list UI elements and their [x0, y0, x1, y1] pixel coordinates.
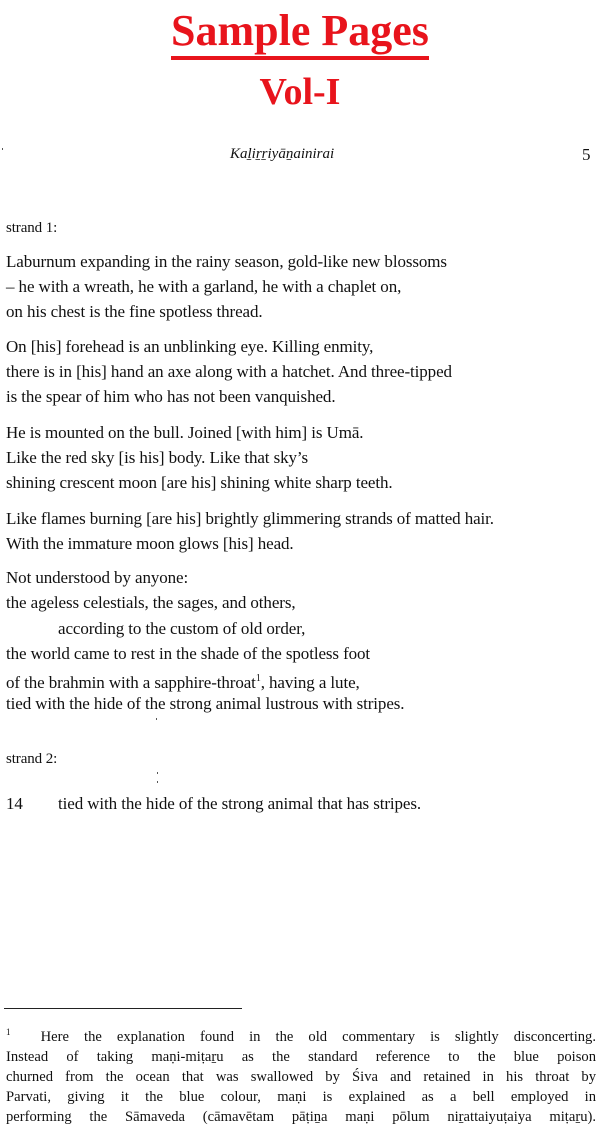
- verse-line: the ageless celestials, the sages, and others,: [6, 593, 296, 612]
- verse-line: Laburnum expanding in the rainy season, gold-like new blossoms: [6, 252, 447, 271]
- footnote-line: Instead of taking maṇi-miṭaṟu as the standard reference to the blue poison: [6, 1049, 596, 1065]
- verse-line: On [his] forehead is an unblinking eye. Killing enmity,: [6, 337, 374, 356]
- page-number: 5: [582, 145, 591, 164]
- verse-line: the world came to rest in the shade of the spotless foot: [6, 644, 371, 663]
- verse-line: on his chest is the fine spotless thread.: [6, 302, 263, 321]
- volume-label: Vol-I: [259, 71, 341, 113]
- verse-line-text: of the brahmin with a sapphire-throat: [6, 673, 256, 692]
- footnote-line: Parvati, giving it the blue colour, maṇi is explained as a bell employed in: [6, 1089, 596, 1105]
- footnote-marker: 1: [255, 673, 261, 684]
- footnote: [6, 1022, 596, 1127]
- numbered-verse-line: [6, 794, 421, 814]
- verse-line: Like flames burning [are his] brightly glimmering strands of matted hair.: [6, 509, 494, 528]
- footnote-rule: [4, 1008, 242, 1009]
- verse-line: Like the red sky [is his] body. Like that sky’s: [6, 448, 309, 467]
- scan-speck: [157, 781, 158, 783]
- scan-speck: [156, 718, 157, 720]
- strand-1-label: strand 1:: [6, 220, 58, 236]
- strand-2-label: strand 2:: [6, 751, 58, 767]
- footnote-line: performing the Sāmaveda (cāmavētam pāṭiṉa maṇi pōlum niṟattaiyuṭaiya miṭaṟu).: [6, 1109, 596, 1125]
- verse-line: He is mounted on the bull. Joined [with him] is Umā.: [6, 423, 364, 442]
- footnote-number: 1: [6, 1027, 11, 1037]
- verse-line: Not understood by anyone:: [6, 568, 189, 587]
- banner-title: [0, 6, 600, 56]
- verse-line-text: tied with the hide of the strong animal that has stripes.: [58, 794, 422, 813]
- verse-line: tied with the hide of the strong animal lustrous with stripes.: [6, 694, 405, 713]
- footnote-line-text: Here the explanation found in the old commentary is slightly disconcerting.: [40, 1029, 596, 1045]
- verse-line: there is in [his] hand an axe along with a hatchet. And three-tipped: [6, 362, 452, 381]
- footnote-line: [6, 1022, 596, 1047]
- scan-speck: [157, 772, 158, 774]
- verse-line: [6, 669, 360, 693]
- verse-line-text-cont: , having a lute,: [260, 673, 360, 692]
- verse-line-indented: according to the custom of old order,: [58, 619, 306, 638]
- verse-line: With the immature moon glows [his] head.: [6, 534, 294, 553]
- scan-speck: [2, 148, 3, 150]
- verse-line: shining crescent moon [are his] shining white sharp teeth.: [6, 473, 393, 492]
- verse-line: – he with a wreath, he with a garland, he with a chaplet on,: [6, 277, 402, 296]
- footnote-line: churned from the ocean that was swallowed by Śiva and retained in his throat by: [6, 1069, 596, 1085]
- running-head: Kaḻiṟṟiyāṉainirai: [230, 146, 335, 162]
- verse-line: is the spear of him who has not been vanquished.: [6, 387, 336, 406]
- line-number: 14: [6, 794, 23, 813]
- banner-title-text: Sample Pages: [171, 6, 429, 60]
